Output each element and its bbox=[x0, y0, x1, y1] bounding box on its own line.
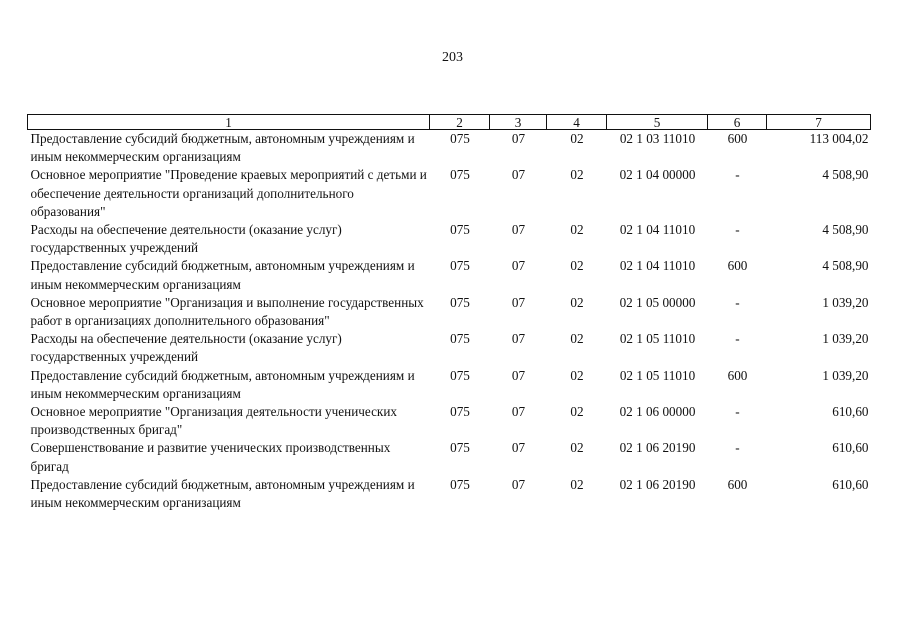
amount-cell: 610,60 bbox=[832, 476, 869, 492]
row-name-cell: Предоставление субсидий бюджетным, автономным учреждениям и иным некоммерческим организациям bbox=[30, 367, 415, 401]
column-header: 7 bbox=[767, 115, 871, 130]
table-row bbox=[28, 166, 871, 221]
grbs-code-cell: 075 bbox=[450, 294, 470, 310]
grbs-code-cell: 075 bbox=[450, 404, 470, 420]
table-row bbox=[28, 221, 871, 257]
amount-cell: 1 039,20 bbox=[822, 331, 869, 347]
table-row bbox=[28, 330, 871, 366]
target-article-cell: 02 1 03 11010 bbox=[619, 131, 696, 146]
subsection-code-cell: 02 bbox=[570, 404, 584, 420]
row-name-cell: Основное мероприятие "Организация деятельности ученических производственных бригад" bbox=[30, 404, 397, 438]
expense-type-cell: 600 bbox=[727, 258, 748, 274]
budget-table bbox=[27, 114, 871, 512]
grbs-code-cell: 075 bbox=[450, 167, 470, 183]
amount-cell: 4 508,90 bbox=[822, 258, 869, 274]
subsection-code-cell: 02 bbox=[570, 294, 584, 310]
amount-cell: 610,60 bbox=[832, 404, 869, 420]
target-article-cell: 02 1 05 11010 bbox=[619, 367, 696, 383]
target-article-cell: 02 1 06 20190 bbox=[619, 476, 696, 492]
row-name-cell: Совершенствование и развитие ученических производственных бригад bbox=[30, 440, 391, 474]
expense-type-cell: - bbox=[735, 331, 740, 347]
grbs-code-cell: 075 bbox=[450, 222, 470, 238]
section-code-cell: 07 bbox=[511, 131, 526, 146]
column-header: 2 bbox=[430, 115, 490, 130]
subsection-code-cell: 02 bbox=[570, 222, 584, 238]
table-row bbox=[28, 403, 871, 439]
target-article-cell: 02 1 05 11010 bbox=[619, 331, 696, 347]
target-article-cell: 02 1 04 11010 bbox=[619, 222, 696, 238]
target-article-cell: 02 1 04 00000 bbox=[619, 167, 696, 183]
amount-cell: 113 004,02 bbox=[809, 131, 869, 146]
target-article-cell: 02 1 06 00000 bbox=[619, 404, 696, 420]
grbs-code-cell: 075 bbox=[450, 367, 470, 383]
amount-cell: 1 039,20 bbox=[822, 367, 869, 383]
section-code-cell: 07 bbox=[511, 294, 526, 310]
amount-cell: 4 508,90 bbox=[822, 167, 869, 183]
header-row bbox=[28, 115, 871, 130]
subsection-code-cell: 02 bbox=[570, 440, 584, 456]
target-article-cell: 02 1 06 20190 bbox=[619, 440, 696, 456]
page-number: 203 bbox=[442, 50, 463, 65]
subsection-code-cell: 02 bbox=[570, 131, 584, 146]
row-name-cell: Основное мероприятие "Организация и выполнение государственных работ в организациях дополнительного образования" bbox=[30, 294, 424, 329]
section-code-cell: 07 bbox=[511, 167, 526, 183]
amount-cell: 610,60 bbox=[832, 440, 869, 456]
expense-type-cell: - bbox=[735, 167, 740, 183]
table-row bbox=[28, 294, 871, 330]
section-code-cell: 07 bbox=[511, 404, 526, 420]
subsection-code-cell: 02 bbox=[570, 367, 584, 383]
table-row bbox=[28, 257, 871, 293]
expense-type-cell: 600 bbox=[727, 131, 748, 146]
grbs-code-cell: 075 bbox=[450, 440, 470, 456]
expense-type-cell: - bbox=[735, 222, 740, 238]
grbs-code-cell: 075 bbox=[450, 131, 470, 146]
target-article-cell: 02 1 04 11010 bbox=[619, 258, 696, 274]
row-name-cell: Расходы на обеспечение деятельности (оказание услуг) государственных учреждений bbox=[30, 331, 342, 365]
grbs-code-cell: 075 bbox=[450, 331, 470, 347]
section-code-cell: 07 bbox=[511, 258, 526, 274]
target-article-cell: 02 1 05 00000 bbox=[619, 294, 696, 310]
column-header: 5 bbox=[607, 115, 708, 130]
expense-type-cell: - bbox=[735, 294, 740, 310]
subsection-code-cell: 02 bbox=[570, 331, 584, 347]
table-body bbox=[28, 130, 871, 513]
subsection-code-cell: 02 bbox=[570, 167, 584, 183]
section-code-cell: 07 bbox=[511, 440, 526, 456]
section-code-cell: 07 bbox=[511, 476, 526, 492]
table-row bbox=[28, 367, 871, 403]
row-name-cell: Предоставление субсидий бюджетным, автономным учреждениям и иным некоммерческим организациям bbox=[30, 131, 415, 165]
section-code-cell: 07 bbox=[511, 331, 526, 347]
grbs-code-cell: 075 bbox=[450, 258, 470, 274]
row-name-cell: Основное мероприятие "Проведение краевых мероприятий с детьми и обеспечение деятельности организаций дополнительного образования" bbox=[30, 167, 427, 219]
table-row bbox=[28, 476, 871, 512]
column-header: 6 bbox=[708, 115, 767, 130]
column-header: 4 bbox=[547, 115, 607, 130]
row-name-cell: Расходы на обеспечение деятельности (оказание услуг) государственных учреждений bbox=[30, 222, 342, 256]
table-row bbox=[28, 130, 871, 167]
grbs-code-cell: 075 bbox=[450, 476, 470, 492]
subsection-code-cell: 02 bbox=[570, 476, 584, 492]
section-code-cell: 07 bbox=[511, 367, 526, 383]
row-name-cell: Предоставление субсидий бюджетным, автономным учреждениям и иным некоммерческим организациям bbox=[30, 476, 415, 511]
row-name-cell: Предоставление субсидий бюджетным, автономным учреждениям и иным некоммерческим организациям bbox=[30, 258, 415, 292]
column-header: 3 bbox=[490, 115, 547, 130]
table-row bbox=[28, 439, 871, 475]
amount-cell: 1 039,20 bbox=[822, 294, 869, 310]
subsection-code-cell: 02 bbox=[570, 258, 584, 274]
expense-type-cell: - bbox=[735, 404, 740, 420]
column-header: 1 bbox=[28, 115, 430, 130]
section-code-cell: 07 bbox=[511, 222, 526, 238]
amount-cell: 4 508,90 bbox=[822, 222, 869, 238]
expense-type-cell: 600 bbox=[727, 476, 748, 492]
expense-type-cell: - bbox=[735, 440, 740, 456]
expense-type-cell: 600 bbox=[727, 367, 748, 383]
